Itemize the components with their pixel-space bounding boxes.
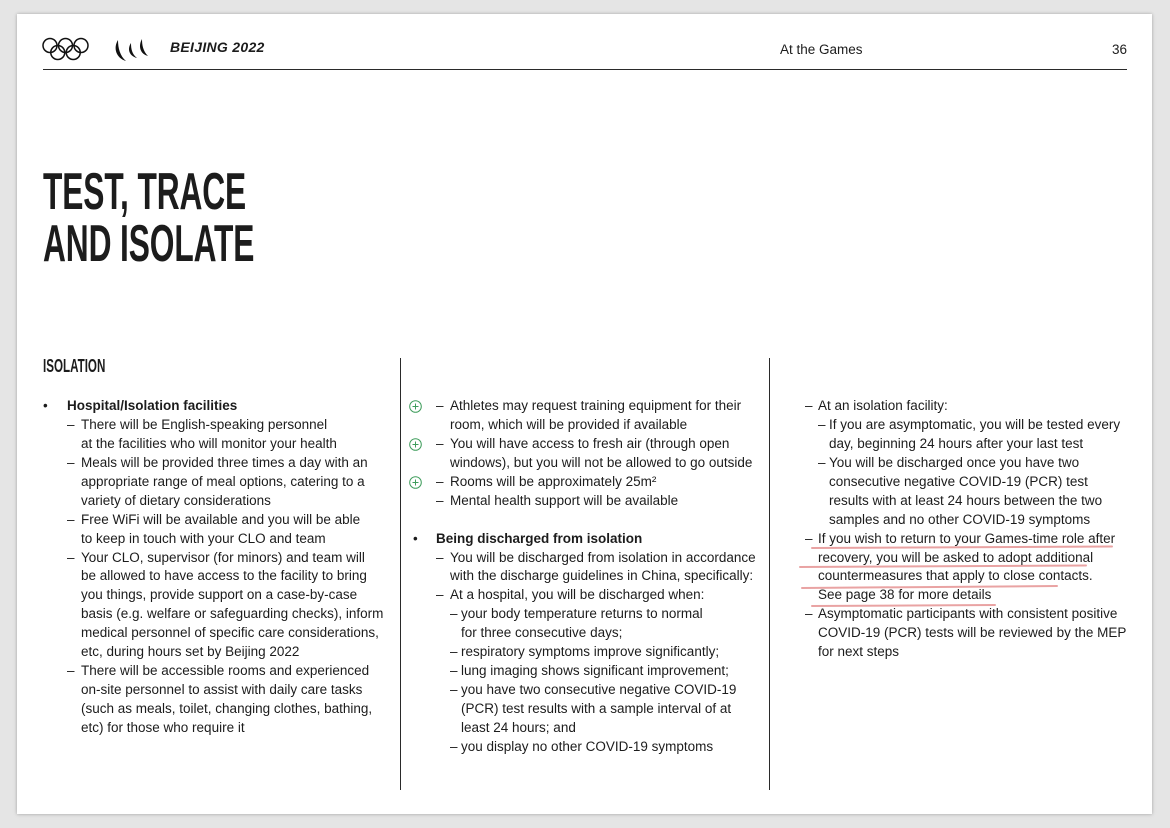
- list-item: [436, 549, 766, 587]
- sub-list-item-text: – If you are asymptomatic, you will be tested every day, beginning 24 hours after your last test: [829, 416, 1121, 451]
- list-item: [805, 397, 1145, 530]
- column-middle: [436, 397, 766, 757]
- sub-list-item-text: – you display no other COVID-19 symptoms: [461, 738, 714, 754]
- sub-list-item-text: – you have two consecutive negative COVID-19 (PCR) test results with a sample interval of at least 24 hours; and: [461, 682, 737, 735]
- page-title: [43, 163, 255, 273]
- list-item: [436, 397, 766, 435]
- list-item: [436, 492, 766, 511]
- list-item: [436, 435, 766, 473]
- sub-list-item: [818, 454, 1145, 530]
- sub-list-item: [450, 738, 766, 757]
- plus-circle-icon: [409, 476, 422, 489]
- list-item: [67, 416, 398, 454]
- plus-circle-icon: [409, 438, 422, 451]
- list-item-being-discharged: [436, 530, 766, 757]
- sub-list-item: [450, 643, 766, 662]
- list-item-text: – Your CLO, supervisor (for minors) and team will be allowed to have access to the facility to bring you things, provide support on a case-by-case basis (e.g. welfare or safeguarding checks), inform medical personnel of specific care considerations, etc, during hours set by Beijing 2022: [81, 549, 384, 660]
- list-item-text: – Asymptomatic participants with consistent positive COVID-19 (PCR) tests will be reviewed by the MEP for next steps: [818, 606, 1127, 660]
- list-item: [67, 454, 398, 511]
- list-item: [67, 549, 398, 663]
- list-item: [67, 662, 398, 738]
- olympic-rings-logo: [42, 37, 90, 62]
- list-item-text: – You will be discharged from isolation in accordance with the discharge guidelines in China, specifically:: [450, 549, 756, 584]
- list-item: [805, 605, 1145, 662]
- sub-list-item-text: – lung imaging shows significant improvement;: [461, 663, 729, 679]
- list-item-hospital-isolation-facilities: [43, 397, 398, 738]
- sub-list-item: [450, 605, 766, 643]
- list-item-text: – At a hospital, you will be discharged when:: [450, 587, 705, 603]
- sub-list-item-text: – You will be discharged once you have two consecutive negative COVID-19 (PCR) test results with at least 24 hours between the two samples and no other COVID-19 symptoms: [829, 454, 1103, 527]
- list-item-text: – There will be accessible rooms and experienced on-site personnel to assist with daily care tasks (such as meals, toilet, changing clothes, bathing, etc) for those who require it: [81, 663, 373, 735]
- list-item-text: – Rooms will be approximately 25m²: [450, 473, 657, 489]
- header-divider: [43, 69, 1127, 70]
- page-number: 36: [1111, 42, 1127, 57]
- column-left: [43, 397, 398, 738]
- beijing-2022-logo-text: BEIJING 2022: [170, 39, 265, 55]
- sub-list-item-text: – respiratory symptoms improve significantly;: [461, 644, 720, 660]
- column-divider: [400, 358, 401, 790]
- column-divider: [769, 358, 770, 790]
- list-item-text: – Meals will be provided three times a day with an appropriate range of meal options, catering to a variety of dietary considerations: [81, 454, 368, 508]
- column-right: [805, 397, 1145, 662]
- paralympic-agitos-logo: [113, 37, 149, 63]
- plus-circle-icon: [409, 400, 422, 413]
- list-item: [436, 586, 766, 756]
- sub-list-item-text: – your body temperature returns to normal for three consecutive days;: [461, 606, 703, 641]
- list-item-text: – You will have access to fresh air (through open windows), but you will not be allowed to go outside: [450, 435, 753, 470]
- list-item-text: – Athletes may request training equipment for their room, which will be provided if available: [450, 398, 742, 432]
- list-item-text: – There will be English-speaking personnel at the facilities who will monitor your health: [81, 416, 337, 451]
- list-item-text: – Free WiFi will be available and you will be able to keep in touch with your CLO and team: [81, 511, 361, 546]
- sub-list-item: [450, 681, 766, 738]
- list-heading: • Being discharged from isolation: [436, 530, 643, 546]
- sub-list-item: [450, 662, 766, 681]
- sub-list-item: [818, 416, 1145, 454]
- page-title-line-1: TEST, TRACE: [43, 163, 247, 221]
- list-item: [436, 473, 766, 492]
- list-item-text: – At an isolation facility:: [818, 398, 948, 413]
- running-head: At the Games: [780, 42, 863, 57]
- list-item-text: – If you wish to return to your Games-time role after recovery, you will be asked to adopt additional countermeasures that apply to close contacts. See page 38 for more details: [818, 530, 1116, 603]
- list-item: [67, 511, 398, 549]
- list-heading: • Hospital/Isolation facilities: [67, 398, 238, 413]
- section-heading: ISOLATION: [43, 356, 106, 376]
- list-item-text: – Mental health support will be available: [450, 492, 679, 508]
- list-item-highlighted: [805, 530, 1145, 606]
- page-title-line-2: AND ISOLATE: [43, 215, 255, 273]
